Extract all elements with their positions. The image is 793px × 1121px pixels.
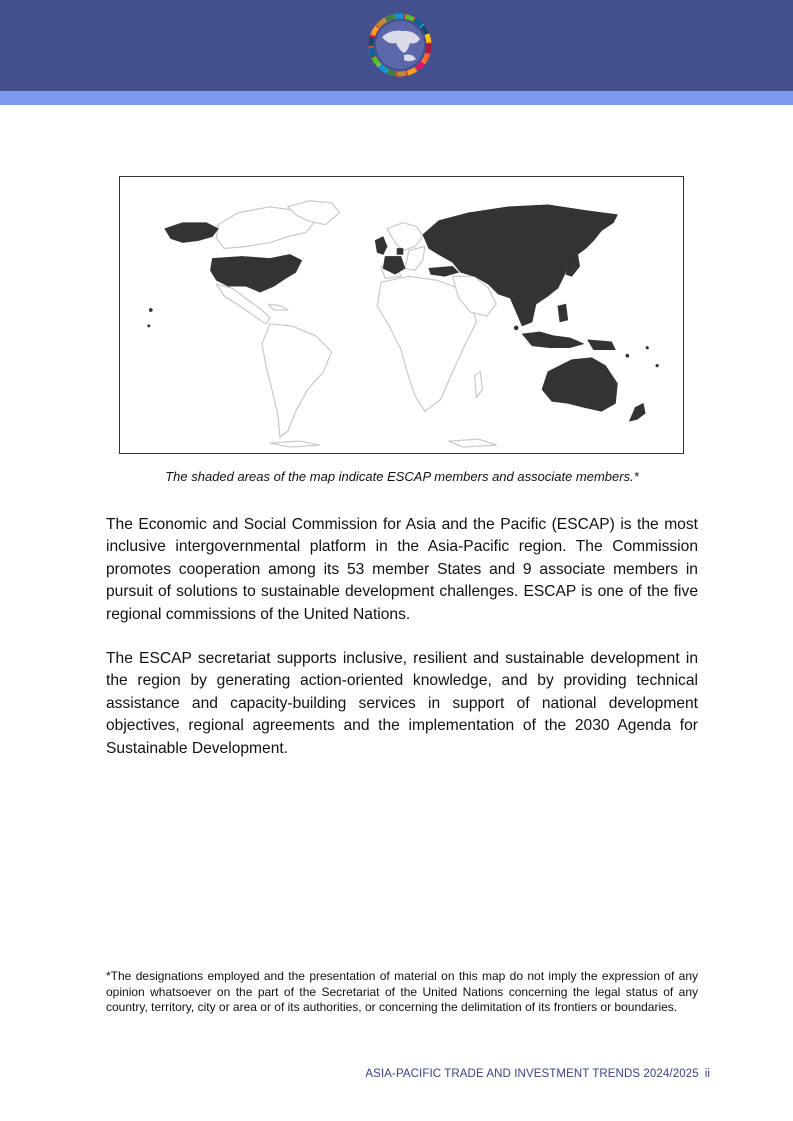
body-paragraph-2: The ESCAP secretariat supports inclusive, resilient and sustainable development in the region by generating action-oriented knowledge, and by providing technical assistance and capacity-building services in support of national development objectives, regional agreements and the implementation of the 2030 Agenda for Sustainable Development. [106, 650, 698, 757]
page-footer [365, 1068, 710, 1080]
member-netherlands [397, 248, 403, 254]
member-pacific-island-1 [626, 354, 629, 357]
member-uk [375, 237, 387, 255]
region-antarctica-a [270, 441, 320, 447]
region-caribbean [268, 304, 288, 310]
member-philippines [558, 304, 568, 322]
region-madagascar [474, 372, 482, 398]
region-antarctica-b [449, 439, 497, 447]
sdg-wheel-logo-icon [368, 13, 432, 77]
footer-title: ASIA-PACIFIC TRADE AND INVESTMENT TRENDS 2024/2025 [365, 1068, 699, 1080]
member-indonesia [522, 332, 584, 348]
member-pacific-island-4 [148, 325, 150, 327]
page-number: ii [704, 1068, 710, 1080]
member-sri-lanka [514, 326, 518, 330]
region-south-america [262, 324, 331, 437]
member-australia [542, 358, 617, 412]
member-pacific-island-3 [656, 364, 659, 367]
member-alaska [165, 223, 219, 243]
region-scandinavia [387, 223, 423, 251]
map-disclaimer-footnote: *The designations employed and the presentation of material on this map do not imply the expression of any opinion whatsoever on the part of the Secretariat of the United Nations concerning the legal status of any country, territory, city or area or of its authorities, or concerning the delimitation of its frontiers or boundaries. [106, 969, 698, 1015]
header-stripe [0, 91, 793, 105]
member-turkey [429, 266, 459, 276]
member-png [588, 340, 616, 350]
member-hawaii [149, 308, 152, 311]
member-new-zealand [629, 403, 645, 421]
world-map [119, 176, 684, 454]
region-central-europe [405, 246, 425, 270]
map-caption: The shaded areas of the map indicate ESCAP members and associate members.* [165, 469, 639, 484]
body-paragraph-1: The Economic and Social Commission for Asia and the Pacific (ESCAP) is the most inclusive intergovernmental platform in the Asia-Pacific region. The Commission promotes cooperation among its 53 member States and 9 associate members in pursuit of solutions to sustainable development challenges. ESCAP is one of the five regional commissions of the United Nations. [106, 516, 698, 623]
member-pacific-island-2 [646, 346, 649, 349]
world-map-svg [120, 177, 683, 453]
